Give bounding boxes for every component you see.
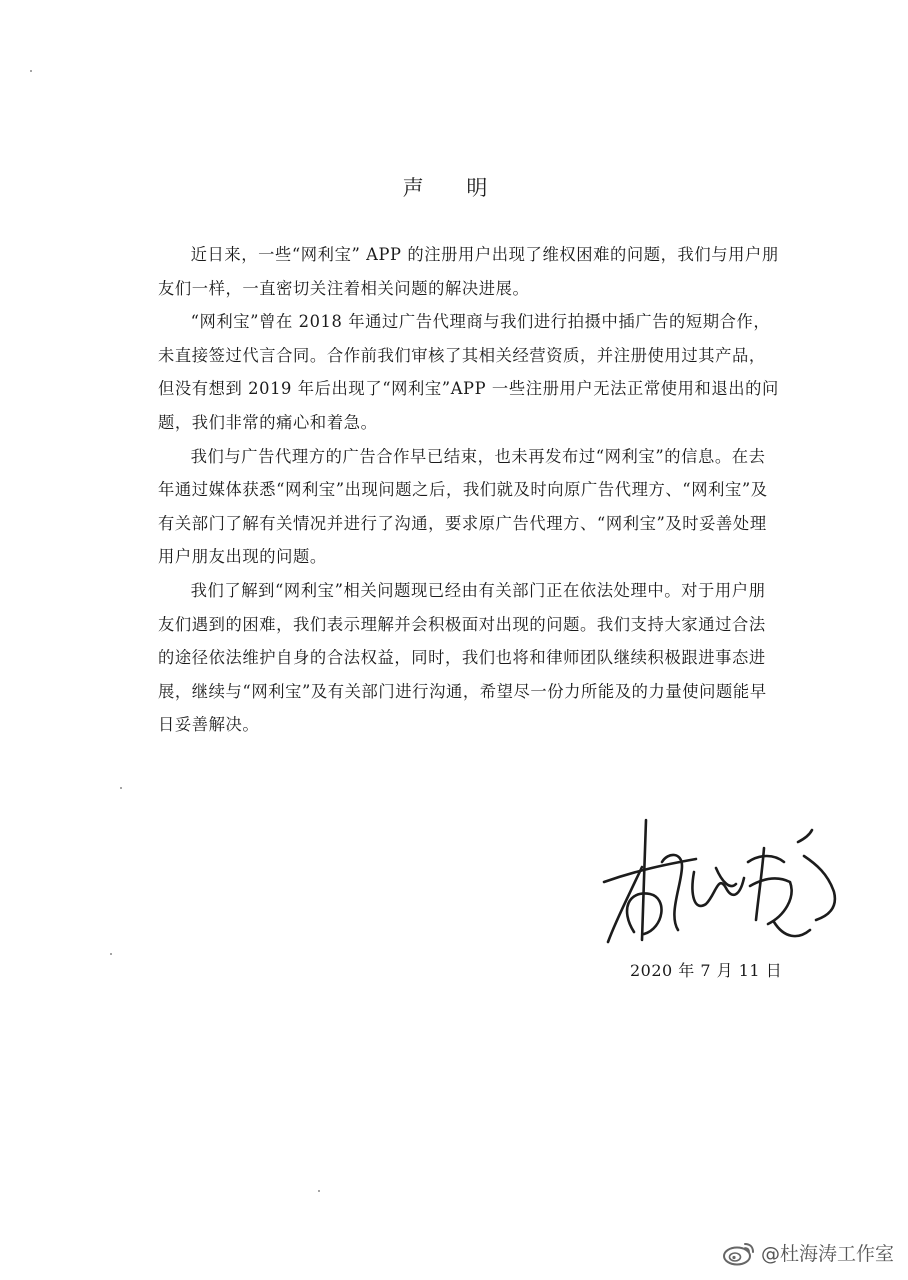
scan-speck: [318, 1190, 320, 1192]
paragraph-3: 我们与广告代理方的广告合作早已结束，也未再发布过“网利宝”的信息。在去年通过媒体获悉“网利宝”出现问题之后，我们就及时向原广告代理方、“网利宝”及有关部门了解有关情况并进行了沟通，要求原广告代理方、“网利宝”及时妥善处理用户朋友出现的问题。: [158, 446, 768, 567]
paragraph-4: 我们了解到“网利宝”相关问题现已经由有关部门正在依法处理中。对于用户朋友们遇到的困难，我们表示理解并会积极面对出现的问题。我们支持大家通过合法的途径依法维护自身的合法权益，同时，我们也将和律师团队继续积极跟进事态进展，继续与“网利宝”及有关部门进行沟通，希望尽一份力所能及的力量使问题能早日妥善解决。: [158, 580, 767, 735]
statement-body: [158, 238, 780, 742]
paragraph-2: “网利宝”曾在 2018 年通过广告代理商与我们进行拍摄中插广告的短期合作，未直接签过代言合同。合作前我们审核了其相关经营资质，并注册使用过其产品，但没有想到 2019 年后出现了“网利宝”APP 一些注册用户无法正常使用和退出的问题，我们非常的痛心和着急。: [158, 312, 779, 432]
scan-speck: [30, 70, 32, 72]
watermark-text: @杜海涛工作室: [760, 1243, 894, 1265]
paragraph-1: 近日来，一些“网利宝” APP 的注册用户出现了维权困难的问题，我们与用户朋友们一样，一直密切关注着相关问题的解决进展。: [158, 245, 779, 298]
handwritten-signature: [598, 812, 848, 967]
scan-speck: [120, 787, 122, 789]
weibo-icon: [722, 1240, 756, 1266]
statement-date: 2020 年 7 月 11 日: [630, 961, 783, 980]
document-title: 声 明: [402, 176, 506, 200]
scan-speck: [110, 953, 112, 955]
weibo-watermark: [722, 1239, 894, 1266]
